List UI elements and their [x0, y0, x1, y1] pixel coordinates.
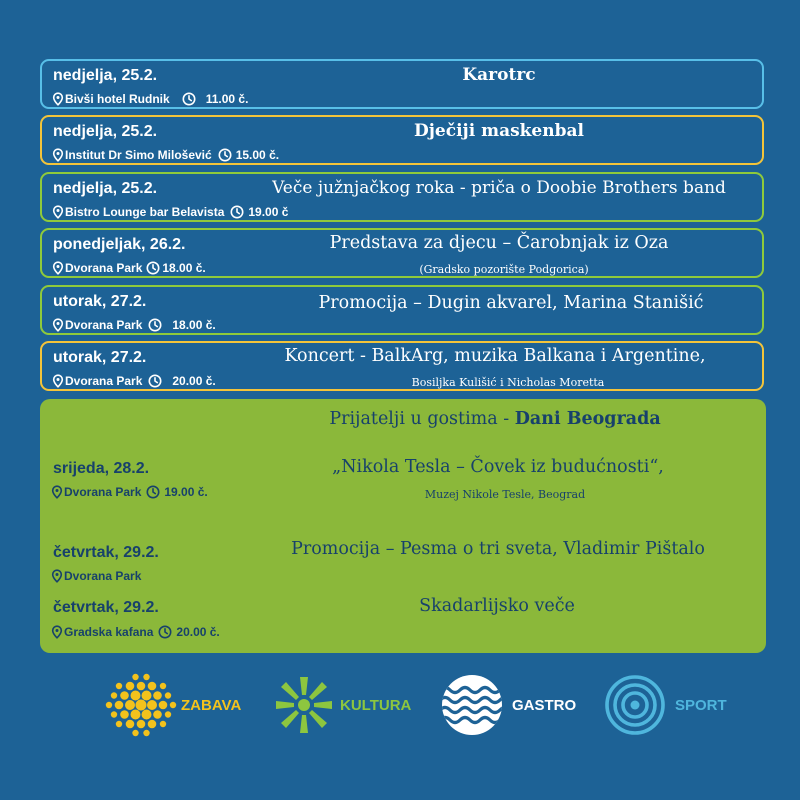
- event-venue: Gradska kafana: [64, 625, 154, 639]
- category-sport: [603, 670, 727, 740]
- location-pin-icon: [51, 569, 63, 583]
- event-card: [40, 285, 764, 335]
- event-time: 15.00 č.: [235, 148, 280, 162]
- category-zabava: [105, 670, 241, 740]
- location-pin-icon: [52, 148, 64, 162]
- location-pin-icon: [52, 261, 64, 275]
- event-meta: [51, 569, 141, 583]
- event-title: Promocija – Dugin akvarel, Marina Stanišić: [318, 293, 704, 313]
- guests-panel: [40, 399, 766, 653]
- event-day: nedjelja, 25.2.: [53, 180, 158, 197]
- event-time: 11.00 č.: [205, 92, 249, 106]
- sunburst-icon: [272, 673, 336, 737]
- event-venue: Dvorana Park: [65, 374, 143, 388]
- event-title: Dječiji maskenbal: [414, 121, 584, 141]
- category-label: SPORT: [675, 696, 727, 714]
- event-meta: [51, 625, 220, 639]
- event-day: srijeda, 28.2.: [53, 460, 150, 477]
- event-venue: Bivši hotel Rudnik: [65, 92, 170, 106]
- event-card: [40, 341, 764, 391]
- category-label: ZABAVA: [181, 696, 242, 714]
- event-title: Veče južnjačkog roka - priča o Doobie Brothers band: [272, 178, 726, 198]
- event-title: Koncert - BalkArg, muzika Balkana i Argentine,: [284, 346, 706, 366]
- location-pin-icon: [52, 92, 64, 106]
- event-venue: Dvorana Park: [64, 485, 142, 499]
- event-time: 18.00 č.: [162, 261, 206, 275]
- event-card: [40, 228, 764, 278]
- location-pin-icon: [51, 625, 63, 639]
- category-kultura: [272, 670, 411, 740]
- event-title: „Nikola Tesla – Čovek iz budućnosti“,: [332, 457, 664, 477]
- clock-icon: [230, 205, 244, 219]
- category-label: KULTURA: [340, 696, 412, 714]
- event-meta: [52, 318, 216, 332]
- event-time: 20.00 č.: [172, 374, 216, 388]
- event-card: [40, 172, 764, 222]
- event-title: Predstava za djecu – Čarobnjak iz Oza: [329, 233, 669, 253]
- location-pin-icon: [52, 205, 64, 219]
- clock-icon: [218, 148, 232, 162]
- event-venue: Bistro Lounge bar Belavista: [65, 205, 225, 219]
- event-meta: [52, 374, 216, 388]
- event-day: ponedjeljak, 26.2.: [53, 236, 186, 253]
- event-title: Karotrc: [462, 65, 536, 85]
- event-card: [40, 115, 764, 165]
- event-day: utorak, 27.2.: [53, 293, 147, 310]
- event-venue: Institut Dr Simo Milošević: [65, 148, 212, 162]
- event-time: 19.00 č: [248, 205, 289, 219]
- event-meta: [51, 485, 208, 499]
- event-venue: Dvorana Park: [65, 261, 143, 275]
- location-pin-icon: [52, 374, 64, 388]
- event-title: Promocija – Pesma o tri sveta, Vladimir Pištalo: [291, 539, 705, 559]
- event-meta: [52, 92, 248, 106]
- event-day: nedjelja, 25.2.: [53, 123, 158, 140]
- clock-icon: [146, 485, 160, 499]
- event-time: 19.00 č.: [164, 485, 208, 499]
- clock-icon: [146, 261, 160, 275]
- category-gastro: [440, 670, 576, 740]
- clock-icon: [182, 92, 196, 106]
- event-time: 18.00 č.: [172, 318, 216, 332]
- event-venue: Dvorana Park: [64, 569, 142, 583]
- event-day: nedjelja, 25.2.: [53, 67, 158, 84]
- event-card: [40, 59, 764, 109]
- event-meta: [52, 205, 288, 219]
- category-label: GASTRO: [512, 696, 577, 714]
- target-rings-icon: [603, 673, 667, 737]
- event-meta: [52, 148, 279, 162]
- event-subtitle: Muzej Nikole Tesle, Beograd: [424, 488, 586, 501]
- event-title: Skadarlijsko veče: [419, 596, 575, 616]
- event-subtitle: Bosiljka Kulišić i Nicholas Moretta: [411, 376, 605, 389]
- event-day: četvrtak, 29.2.: [53, 599, 159, 616]
- clock-icon: [148, 318, 162, 332]
- event-day: utorak, 27.2.: [53, 349, 147, 366]
- event-day: četvrtak, 29.2.: [53, 544, 159, 561]
- event-meta: [52, 261, 206, 275]
- clock-icon: [158, 625, 172, 639]
- sun-dots-icon: [105, 672, 177, 738]
- location-pin-icon: [52, 318, 64, 332]
- event-subtitle: (Gradsko pozorište Podgorica): [419, 263, 589, 276]
- waves-icon: [440, 673, 504, 737]
- clock-icon: [148, 374, 162, 388]
- guests-heading: Prijatelji u gostima - Dani Beograda: [329, 409, 661, 429]
- event-time: 20.00 č.: [176, 625, 220, 639]
- event-venue: Dvorana Park: [65, 318, 143, 332]
- location-pin-icon: [51, 485, 63, 499]
